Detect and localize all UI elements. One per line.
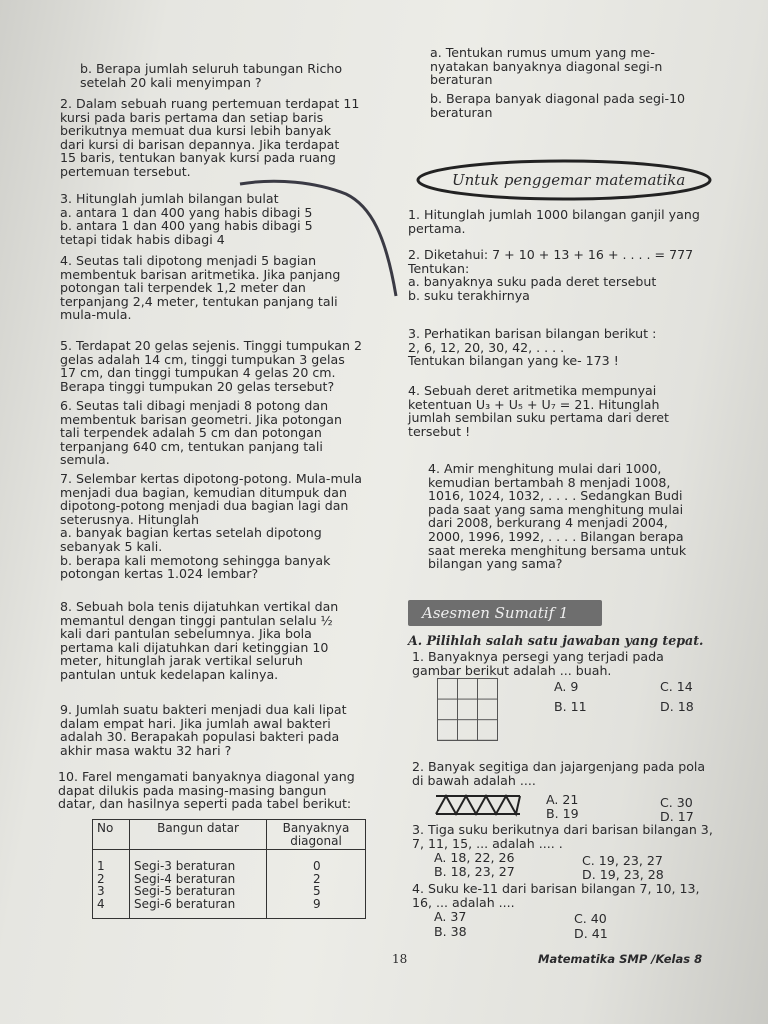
square-grid-figure <box>437 678 498 741</box>
question-10: 10. Farel mengamati banyaknya diagonal yang dapat dilukis pada masing-masing bangun datar, dan hasilnya seperti pada tabel berikut: <box>58 769 355 812</box>
asesmen-heading: Asesmen Sumatif 1 <box>408 600 602 626</box>
question-8: 8. Sebuah bola tenis dijatuhkan vertikal dan memantul dengan tinggi pantulan selalu ½ kali dari pantulan sebelumnya. Jika bola pertama kali dijatuhkan dari ketinggian 10 meter, hitunglah jarak vertikal seluruh pantulan untuk kedelapan kalinya. <box>60 599 339 682</box>
mc-question-3: 3. Tiga suku berikutnya dari barisan bilangan 3, 7, 11, 15, ... adalah .... . <box>412 822 713 851</box>
question-5: 5. Terdapat 20 gelas sejenis. Tinggi tumpukan 2 gelas adalah 14 cm, tinggi tumpukan 3 gelas 17 cm, dan tinggi tumpukan 4 gelas 20 cm. Berapa tinggi tumpukan 20 gelas tersebut? <box>60 338 363 394</box>
question-10a: a. Tentukan rumus umum yang me- nyatakan banyaknya diagonal segi-n beraturan <box>430 45 663 88</box>
pen-mark <box>236 176 406 306</box>
mc3-option-b: B. 18, 23, 27 <box>434 864 515 879</box>
table-col-shapes: Segi-3 beraturan Segi-4 beraturan Segi-5 beraturan Segi-6 beraturan <box>130 850 267 919</box>
question-2: 2. Dalam sebuah ruang pertemuan terdapat 11 kursi pada baris pertama dan setiap baris berikutnya memuat dua kursi lebih banyak dari kursi di barisan depannya. Jika terdapat 15 baris, tentukan banyak kursi pada ruang pertemuan tersebut. <box>60 96 360 179</box>
table-header-diagonal: Banyaknya diagonal <box>267 820 366 850</box>
mc1-option-c: C. 14 <box>660 679 693 694</box>
extra-question-1: 1. Hitunglah jumlah 1000 bilangan ganjil yang pertama. <box>408 207 700 236</box>
mc-question-4: 4. Suku ke-11 dari barisan bilangan 7, 10, 13, 16, ... adalah .... <box>412 881 700 910</box>
mc4-option-c: C. 40 <box>574 911 607 926</box>
triangle-pattern-figure <box>434 794 524 818</box>
mc-question-1: 1. Banyaknya persegi yang terjadi pada gambar berikut adalah ... buah. <box>412 649 664 678</box>
question-6: 6. Seutas tali dibagi menjadi 8 potong dan membentuk barisan geometri. Jika potongan tali terpendek adalah 5 cm dan potongan terpanjang 640 cm, tentukan panjang tali semula. <box>60 398 342 468</box>
extra-question-4: 4. Sebuah deret aritmetika mempunyai ketentuan U₃ + U₅ + U₇ = 21. Hitunglah jumlah sembilan suku pertama dari deret tersebut ! <box>408 383 669 439</box>
banner-title: Untuk penggemar matematika <box>452 171 686 189</box>
mc3-option-a: A. 18, 22, 26 <box>434 850 515 865</box>
mc1-option-d: D. 18 <box>660 699 694 714</box>
table-col-diagonals: 0 2 5 9 <box>267 850 366 919</box>
mc4-option-a: A. 37 <box>434 909 467 924</box>
table-col-no: 1 2 3 4 <box>93 850 130 919</box>
question-10b: b. Berapa banyak diagonal pada segi-10 beraturan <box>430 91 686 120</box>
extra-question-3: 3. Perhatikan barisan bilangan berikut : 2, 6, 12, 20, 30, 42, . . . . Tentukan bilangan yang ke- 173 ! <box>408 326 657 369</box>
question-9: 9. Jumlah suatu bakteri menjadi dua kali lipat dalam empat hari. Jika jumlah awal bakteri adalah 30. Berapakah populasi bakteri pada akhir masa waktu 32 hari ? <box>60 702 347 758</box>
mc2-option-c: C. 30 <box>660 795 693 810</box>
question-4: 4. Seutas tali dipotong menjadi 5 bagian membentuk barisan aritmetika. Jika panjang potongan tali terpendek 1,2 meter dan terpanjang 2,4 meter, tentukan panjang tali mula-mula. <box>60 253 341 323</box>
mc2-option-d: D. 17 <box>660 809 694 824</box>
mc3-option-c: C. 19, 23, 27 <box>582 853 663 868</box>
mc1-option-b: B. 11 <box>554 699 587 714</box>
table-header-no: No <box>93 820 130 850</box>
part-a-instruction: A. Pilihlah salah satu jawaban yang tepat. <box>408 633 704 648</box>
mc4-option-b: B. 38 <box>434 924 467 939</box>
book-title-footer: Matematika SMP /Kelas 8 <box>538 952 703 966</box>
question-7: 7. Selembar kertas dipotong-potong. Mula-mula menjadi dua bagian, kemudian ditumpuk dan dipotong-potong menjadi dua bagian lagi dan seterusnya. Hitunglah a. banyak bagian kertas setelah dipotong sebanyak 5 kali. b. berapa kali memotong sehingga banyak potongan kertas 1.024 lembar? <box>60 471 362 582</box>
mc2-option-a: A. 21 <box>546 792 579 807</box>
mc4-option-d: D. 41 <box>574 926 608 941</box>
table-header-shape: Bangun datar <box>130 820 267 850</box>
mc2-option-b: B. 19 <box>546 806 579 821</box>
mc3-option-d: D. 19, 23, 28 <box>582 867 664 882</box>
mc-question-2: 2. Banyak segitiga dan jajargenjang pada pola di bawah adalah .... <box>412 759 706 788</box>
question-1b: b. Berapa jumlah seluruh tabungan Richo setelah 20 kali menyimpan ? <box>80 61 343 90</box>
mc1-option-a: A. 9 <box>554 679 579 694</box>
extra-question-2: 2. Diketahui: 7 + 10 + 13 + 16 + . . . . = 777 Tentukan: a. banyaknya suku pada deret tersebut b. suku terakhirnya <box>408 247 694 303</box>
extra-question-4b: 4. Amir menghitung mulai dari 1000, kemudian bertambah 8 menjadi 1008, 1016, 1024, 1032, . . . . Sedangkan Budi pada saat yang sama menghitung mulai dari 2008, berkurang 4 menjadi 2004, 2000, 1996, 1992, . . . . Bilangan berapa saat mereka menghitung bersama untuk bilangan yang sama? <box>428 461 687 572</box>
question-3: 3. Hitunglah jumlah bilangan bulat a. antara 1 dan 400 yang habis dibagi 5 b. antara 1 dan 400 yang habis dibagi 5 tetapi tidak habis dibagi 4 <box>60 191 313 247</box>
page-number: 18 <box>392 952 408 966</box>
diagonal-table <box>92 819 366 919</box>
